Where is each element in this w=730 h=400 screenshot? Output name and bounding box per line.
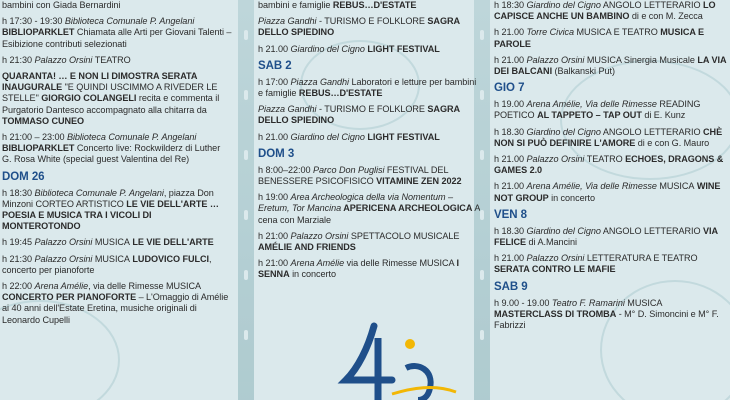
event-venue: Piazza Gandhi [258, 104, 317, 115]
event-venue: Biblioteca Comunale P. Angelani [66, 132, 197, 143]
event-text: Laboratori e letture per bambini e famiglie [258, 76, 477, 99]
event-title: LE VIE DELL'ARTE …POESIA E MUSICA TRA I VICOLI DI MONTEROTONDO [2, 198, 219, 232]
event-entry [258, 44, 480, 55]
event-text: A cena con Marziale [258, 203, 480, 225]
logo-dot [405, 339, 415, 349]
event-entry [258, 16, 480, 38]
event-text: READING POETICO [494, 99, 701, 121]
event-text: – L'Omaggio di Amélie ai 40 anni dell'Estate Eretina, musiche originali di Leonardo Cupelli [2, 292, 229, 325]
event-venue: Piazza Gandhi [290, 76, 349, 87]
event-text: Chiamata alle Arti per Giovani Talenti – Esibizione contributi selezionati [2, 27, 232, 49]
event-entry [2, 55, 232, 66]
event-venue: Palazzo Orsini [34, 54, 93, 65]
event-text: ANGOLO LETTERARIO [600, 126, 701, 137]
event-text: h 21:00 [258, 230, 291, 241]
event-venue: Arena Amélie, Via delle Rimesse [526, 181, 657, 192]
event-text: SPETTACOLO MUSICALE [348, 230, 460, 241]
event-venue: Palazzo Orsini [290, 230, 349, 241]
event-entry [258, 231, 480, 253]
event-venue: Giardino del Cigno [290, 43, 365, 54]
event-title: LO CAPISCE ANCHE UN BAMBINO [494, 0, 716, 22]
event-text: h 19.00 [494, 99, 527, 110]
logo-zero-arc [406, 366, 431, 400]
event-text: h 21.00 [494, 27, 527, 38]
event-entry [258, 165, 480, 187]
event-title: LUDOVICO FULCI [129, 253, 210, 264]
event-venue: Arena Amélie [290, 258, 345, 269]
event-text: - TURISMO E FOLKLORE [316, 104, 425, 115]
event-title: APERICENA ARCHEOLOGICA [341, 203, 473, 214]
event-entry [494, 0, 730, 22]
event-text: h 18.30 [494, 225, 527, 236]
logo-four-stroke [346, 326, 392, 380]
event-title: SERATA CONTRO LE MAFIE [494, 264, 616, 275]
event-entry [2, 188, 232, 233]
day-heading: DOM 3 [258, 147, 295, 160]
event-venue: Giardino del Cigno [526, 225, 601, 236]
event-title: ECHOES, DRAGONS & GAMES 2.0 [494, 154, 724, 176]
event-text: FESTIVAL DEL BENESSERE PSICOFISICO [258, 164, 449, 187]
event-entry [2, 254, 232, 276]
event-text: h 21.00 [494, 54, 527, 65]
event-entry [494, 99, 730, 121]
event-text: di E. Kunz [641, 110, 686, 121]
logo-swoosh [392, 388, 456, 394]
event-venue: Giardino del Cigno [290, 131, 365, 142]
event-text: h 9.00 - 19.00 [494, 297, 552, 308]
event-text: (Balkanski Put) [552, 66, 615, 77]
event-text: h 21:00 [258, 258, 291, 269]
event-text: h 21.00 [494, 154, 527, 165]
event-text: h 21:30 [2, 54, 35, 65]
event-text: ANGOLO LETTERARIO [600, 225, 701, 236]
event-text: MUSICA E TEATRO [574, 27, 661, 38]
event-venue: Arena Amélie, Via delle Rimesse [526, 99, 657, 110]
day-heading: SAB 2 [258, 59, 292, 72]
event-entry [494, 127, 730, 149]
event-text: TEATRO [584, 154, 626, 165]
event-title: SAGRA DELLO SPIEDINO [258, 104, 460, 126]
event-entry [494, 154, 730, 176]
program-column-3 [494, 0, 730, 400]
event-text: h 18.30 [494, 126, 527, 137]
event-text: h 19:00 [258, 192, 291, 203]
event-text: MUSICA [92, 253, 130, 264]
event-venue: Biblioteca Comunale P. Angelani [34, 187, 164, 198]
event-title: QUARANTA! … E NON LI DIMOSTRA SERATA INAUGURALE [2, 71, 198, 93]
event-text: h 21.00 [258, 131, 291, 142]
event-text: , concerto per pianoforte [2, 253, 212, 275]
event-text: h 21:00 – 23:00 [2, 132, 67, 143]
event-venue: Piazza Gandhi [258, 16, 317, 27]
event-text: h 18:30 [2, 187, 35, 198]
event-text: h 21.00 [494, 253, 527, 264]
event-text: h 22:00 [2, 281, 35, 292]
event-title: VIA FELICE [494, 225, 718, 248]
event-entry [2, 16, 232, 50]
event-text: "E QUINDI USCIMMO A RIVEDER LE STELLE" [2, 82, 218, 104]
event-text: h 21.00 [258, 43, 291, 54]
event-text: , piazza Don Minzoni CORTEO ARTISTICO [2, 187, 214, 209]
event-text: in concerto [289, 269, 337, 280]
event-title: MUSICA E PAROLE [494, 27, 705, 49]
event-entry [258, 0, 480, 11]
event-title: TOMMASO CUNEO [2, 115, 85, 126]
day-heading: SAB 9 [494, 280, 528, 293]
event-title: GIORGIO COLANGELI [41, 93, 137, 104]
event-entry [494, 181, 730, 203]
event-title: MASTERCLASS DI TROMBA [494, 308, 617, 319]
event-title: WINE NOT GROUP [494, 181, 721, 203]
event-title: VITAMINE ZEN 2022 [376, 176, 462, 187]
event-title: CHÈ NON SI PUÒ DEFINIRE L'AMORE [494, 126, 723, 148]
event-text: ANGOLO LETTERARIO [600, 0, 701, 10]
event-venue: Palazzo Orsini [526, 154, 585, 165]
event-title: AMÉLIE AND FRIENDS [258, 242, 356, 253]
event-text: MUSICA [624, 297, 663, 308]
event-text: TEATRO [92, 54, 131, 65]
event-entry [2, 71, 232, 127]
event-venue: Biblioteca Comunale P. Angelani [64, 16, 195, 27]
event-title: REBUS…D'ESTATE [332, 0, 417, 10]
event-title: LIGHT FESTIVAL [364, 131, 440, 142]
column-divider-left [238, 0, 254, 400]
event-entry [2, 281, 232, 326]
event-entry [258, 77, 480, 99]
event-title: LA VIA DEI BALCANI [494, 54, 727, 77]
event-text: Concerto live: Rockwilderz di Luther G. Rosa White (special guest Valentina del Re) [2, 143, 221, 165]
event-venue: Teatro F. Ramarini [551, 297, 625, 308]
event-entry [2, 0, 232, 11]
event-text: bambini e famiglie [258, 0, 333, 10]
anniversary-40-logo [322, 318, 462, 400]
event-entry [258, 192, 480, 226]
event-text: - M° D. Simoncini e M° F. Fabrizzi [494, 308, 719, 331]
event-text: MUSICA [656, 181, 695, 192]
event-text: MUSICA Sinergia Musicale [584, 54, 695, 65]
day-heading: DOM 26 [2, 170, 45, 183]
event-text: di e con M. Zecca [629, 11, 703, 22]
event-venue: Palazzo Orsini [526, 253, 585, 264]
event-venue: Palazzo Orsini [526, 54, 585, 65]
event-text: via delle Rimesse MUSICA [344, 258, 457, 269]
program-column-1 [0, 0, 232, 400]
event-text: , via delle Rimesse MUSICA [88, 281, 201, 292]
event-entry [258, 258, 480, 280]
event-venue: Arena Amélie [34, 281, 89, 292]
event-title: LE VIE DELL'ARTE [129, 237, 214, 248]
event-text: di e con G. Mauro [635, 137, 710, 148]
event-venue: Parco Don Puglisi [312, 164, 385, 175]
event-venue: Palazzo Orsini [34, 253, 93, 264]
event-venue: Area Archeologica della via Nomentum – Eretum, Tor Mancina [258, 192, 454, 214]
event-text: h 21:30 [2, 253, 35, 264]
event-entry [258, 104, 480, 126]
event-entry [494, 27, 730, 49]
event-title: REBUS…D'ESTATE [298, 88, 383, 99]
event-title: CONCERTO PER PIANOFORTE [2, 292, 137, 303]
event-text: di A.Mancini [526, 237, 577, 248]
event-entry [494, 253, 730, 275]
event-text: in concerto [548, 192, 596, 203]
event-venue: Palazzo Orsini [34, 237, 93, 248]
event-venue: Giardino del Cigno [526, 126, 601, 137]
event-title: AL TAPPETO – TAP OUT [537, 110, 642, 121]
event-entry [494, 226, 730, 248]
event-text: h 8:00–22:00 [258, 164, 313, 175]
event-text: - TURISMO E FOLKLORE [316, 16, 425, 27]
event-venue: Giardino del Cigno [526, 0, 601, 10]
event-text: h 18:30 [494, 0, 527, 10]
event-entry [2, 237, 232, 248]
day-heading: GIO 7 [494, 82, 525, 95]
event-title: BIBLIOPARKLET [2, 27, 75, 38]
event-text: h 19:45 [2, 237, 35, 248]
event-text: recita e commenta il Purgatorio Dantesco accompagnato alla chitarra da [2, 93, 220, 115]
event-entry [494, 55, 730, 77]
event-title: BIBLIOPARKLET [2, 143, 75, 154]
event-text: bambini con Giada Bernardini [2, 0, 121, 10]
event-text: MUSICA [92, 237, 130, 248]
event-text: LETTERATURA E TEATRO [584, 253, 698, 264]
event-title: SAGRA DELLO SPIEDINO [258, 16, 460, 38]
event-venue: Torre Civica [526, 27, 575, 38]
event-entry [494, 298, 730, 332]
day-heading: VEN 8 [494, 208, 527, 221]
event-text: h 17:00 [258, 76, 291, 87]
event-text: h 21.00 [494, 181, 527, 192]
event-entry [2, 132, 232, 166]
event-text: h 17:30 - 19:30 [2, 16, 65, 27]
event-title: LIGHT FESTIVAL [364, 43, 440, 54]
event-entry [258, 132, 480, 143]
event-title: I SENNA [258, 258, 460, 280]
